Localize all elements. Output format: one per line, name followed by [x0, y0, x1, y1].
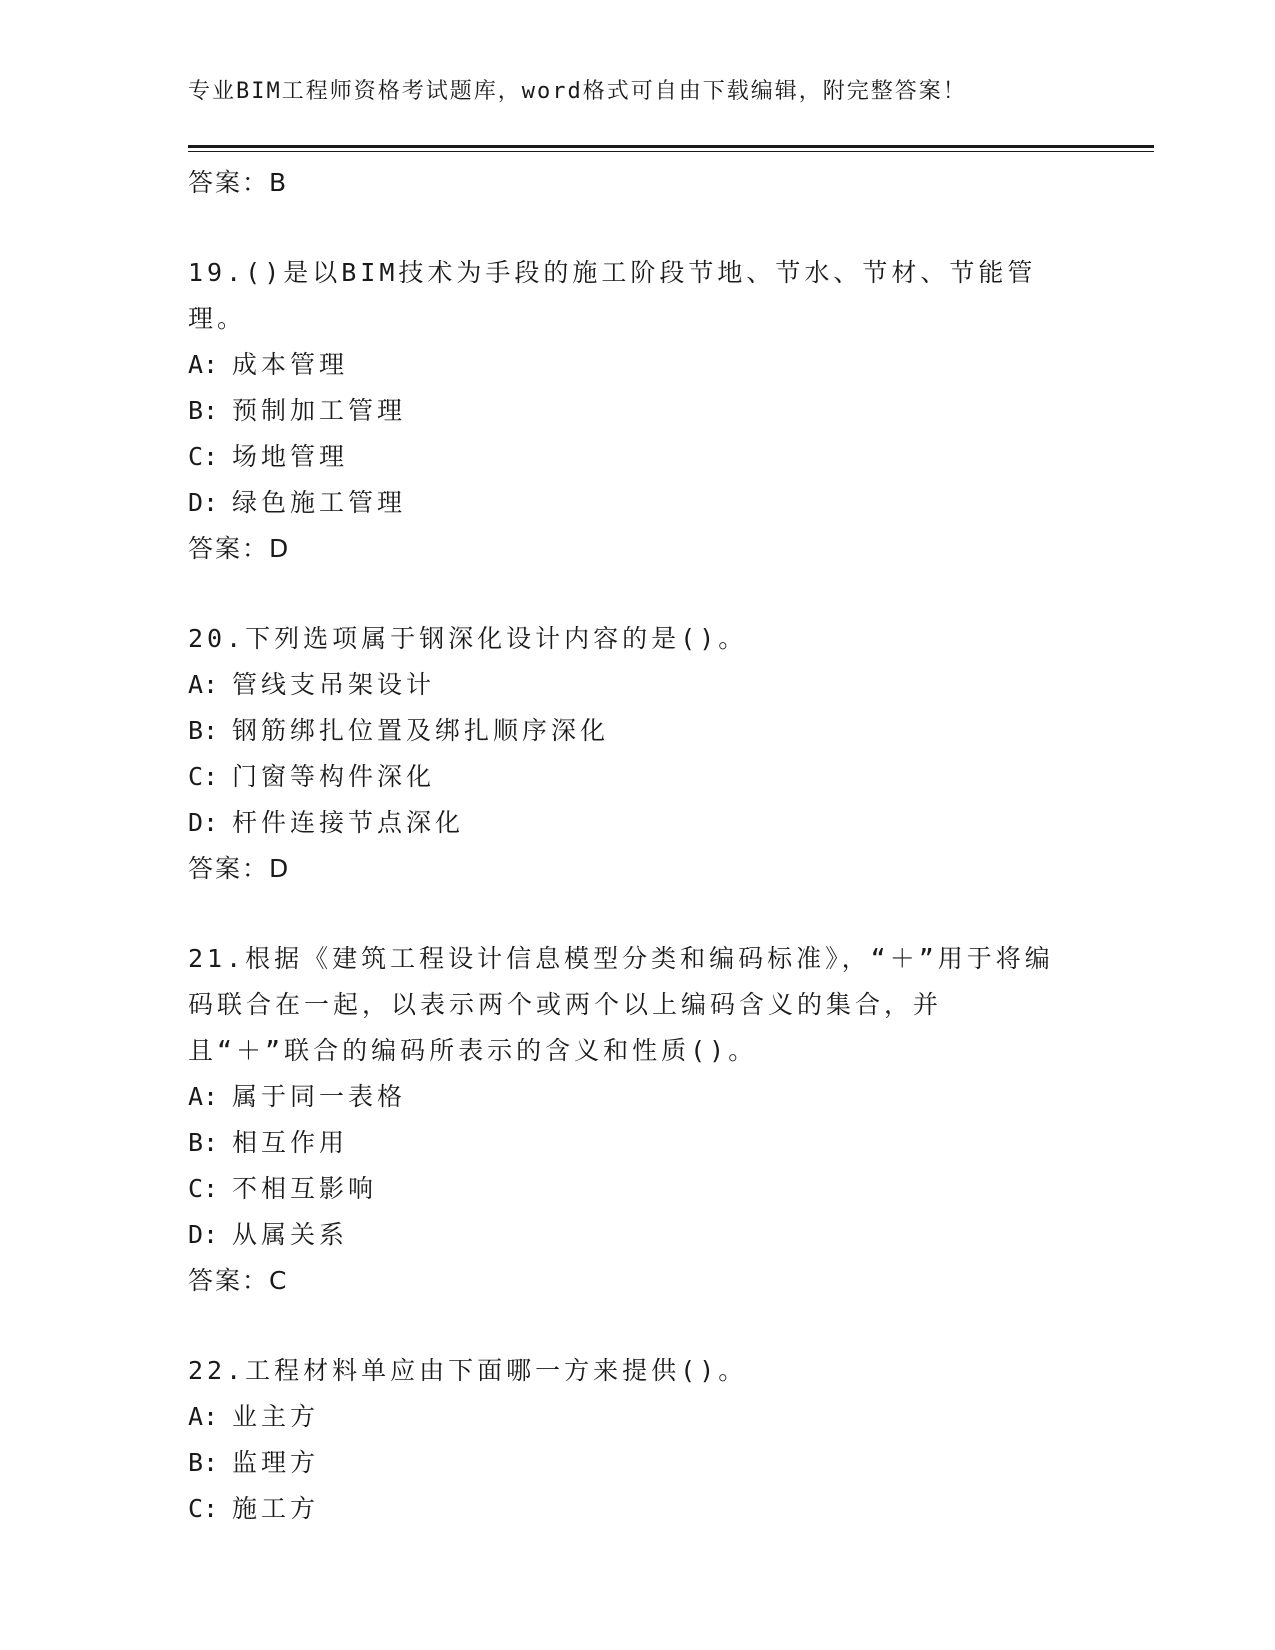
option-text: 不相互影响	[232, 1174, 378, 1203]
option-text: 预制加工管理	[232, 396, 407, 425]
option-a	[188, 342, 1154, 388]
option-key: B:	[188, 716, 219, 745]
question-list	[188, 160, 1154, 1532]
option-key: D:	[188, 1220, 219, 1249]
option-key: C:	[188, 1174, 219, 1203]
option-key: D:	[188, 488, 219, 517]
previous-answer: 答案：B	[188, 168, 289, 197]
page-header: 专业BIM工程师资格考试题库，word格式可自由下载编辑，附完整答案！	[188, 79, 967, 104]
answer: 答案：C	[188, 1266, 289, 1295]
option-key: C:	[188, 442, 219, 471]
option-text: 钢筋绑扎位置及绑扎顺序深化	[232, 716, 610, 745]
option-text: 场地管理	[232, 442, 349, 471]
option-a	[188, 1394, 1154, 1440]
option-key: A:	[188, 350, 219, 379]
option-text: 施工方	[232, 1494, 320, 1523]
option-key: D:	[188, 808, 219, 837]
option-key: A:	[188, 670, 219, 699]
answer: 答案：D	[188, 854, 291, 883]
option-d	[188, 1212, 1154, 1258]
question-stem: 22.工程材料单应由下面哪一方来提供()。	[188, 1356, 748, 1385]
option-key: B:	[188, 1128, 219, 1157]
option-c	[188, 754, 1154, 800]
option-b	[188, 1120, 1154, 1166]
option-key: A:	[188, 1402, 219, 1431]
option-text: 成本管理	[232, 350, 349, 379]
option-a	[188, 662, 1154, 708]
option-text: 门窗等构件深化	[232, 762, 436, 791]
option-key: A:	[188, 1082, 219, 1111]
header-rule-thick	[188, 145, 1154, 148]
option-text: 管线支吊架设计	[232, 670, 436, 699]
answer: 答案：D	[188, 534, 291, 563]
option-key: C:	[188, 762, 219, 791]
option-key: B:	[188, 396, 219, 425]
option-d	[188, 480, 1154, 526]
option-text: 绿色施工管理	[232, 488, 407, 517]
option-b	[188, 388, 1154, 434]
option-text: 业主方	[232, 1402, 320, 1431]
option-b	[188, 708, 1154, 754]
option-text: 从属关系	[232, 1220, 349, 1249]
option-b	[188, 1440, 1154, 1486]
option-text: 属于同一表格	[232, 1082, 407, 1111]
option-d	[188, 800, 1154, 846]
option-key: B:	[188, 1448, 219, 1477]
question-stem: 20.下列选项属于钢深化设计内容的是()。	[188, 624, 748, 653]
header-rule-thin	[188, 151, 1154, 152]
option-c	[188, 434, 1154, 480]
option-c	[188, 1166, 1154, 1212]
option-key: C:	[188, 1494, 219, 1523]
option-text: 监理方	[232, 1448, 320, 1477]
option-c	[188, 1486, 1154, 1532]
option-a	[188, 1074, 1154, 1120]
option-text: 相互作用	[232, 1128, 349, 1157]
option-text: 杆件连接节点深化	[232, 808, 465, 837]
question-stem: 19.()是以BIM技术为手段的施工阶段节地、节水、节材、节能管理。	[188, 258, 1037, 333]
question-stem: 21.根据《建筑工程设计信息模型分类和编码标准》，“＋”用于将编码联合在一起，以表示两个或两个以上编码含义的集合，并且“＋”联合的编码所表示的含义和性质()。	[188, 944, 1054, 1065]
